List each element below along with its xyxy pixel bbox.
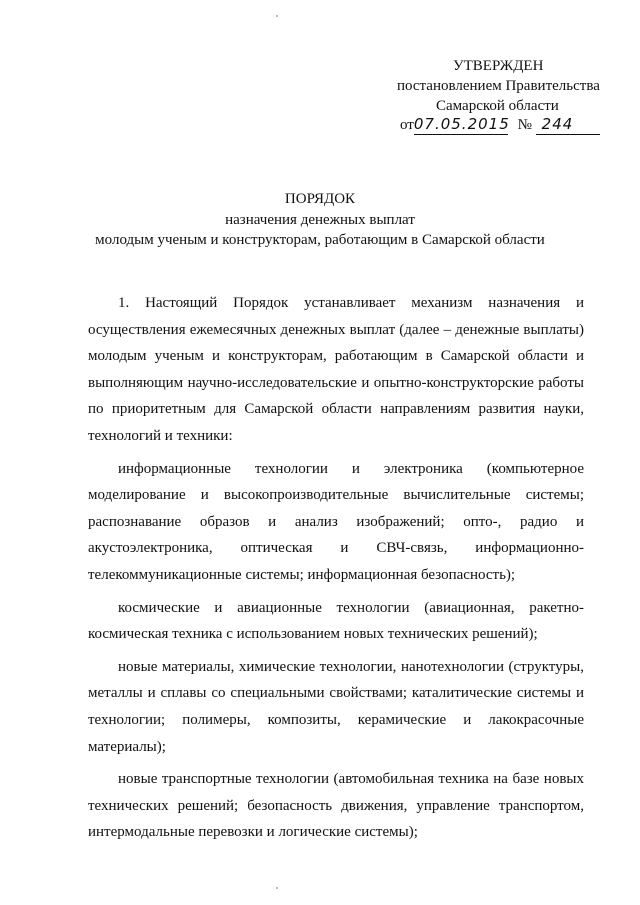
doc-heading: ПОРЯДОК [284, 191, 356, 207]
document-body [88, 290, 584, 846]
doc-subtitle-line2: молодым ученым и конструкторам, работающим в Самарской области [95, 232, 545, 248]
date-prefix: от [400, 117, 414, 133]
list-item-space: космические и авиационные технологии (авиационная, ракетно-космическая техника с использованием новых технических решений); [88, 599, 584, 643]
scan-speck [276, 887, 278, 889]
approval-authority: постановлением Правительства [397, 78, 600, 94]
number-prefix: № [517, 117, 532, 133]
list-item-it: информационные технологии и электроника (компьютерное моделирование и высокопроизводительные вычислительные системы; распознавание образов и анализ изображений; опто-, радио и акустоэлектроника, оптическая и СВЧ-связь, информационно-телекоммуникационные системы; информационная безопасность); [88, 460, 584, 583]
scan-speck [276, 15, 278, 17]
handwritten-date: 07.05.2015 [413, 115, 510, 133]
list-item-transport: новые транспортные технологии (автомобильная техника на базе новых технических решений; безопасность движения, управление транспортом, интермодальные перевозки и логические системы); [88, 771, 584, 841]
approval-date-line [400, 114, 600, 135]
list-item-materials: новые материалы, химические технологии, нанотехнологии (структуры, металлы и сплавы со специальными свойствами; каталитические системы и технологии; полимеры, композиты, керамические и лакокрасочные материалы); [88, 658, 584, 755]
approval-title: УТВЕРЖДЕН [453, 58, 544, 74]
handwritten-number: 244 [536, 114, 600, 135]
doc-subtitle-line1: назначения денежных выплат [225, 212, 415, 228]
paragraph-1: 1. Настоящий Порядок устанавливает механизм назначения и осуществления ежемесячных денежных выплат (далее – денежные выплаты) молодым ученым и конструкторам, работающим в Самарской области и выполняющим научно-исследовательские и опытно-конструкторские работы по приоритетным для Самарской области направлениям развития науки, технологий и техники: [88, 295, 584, 444]
approval-region: Самарской области [436, 98, 559, 114]
